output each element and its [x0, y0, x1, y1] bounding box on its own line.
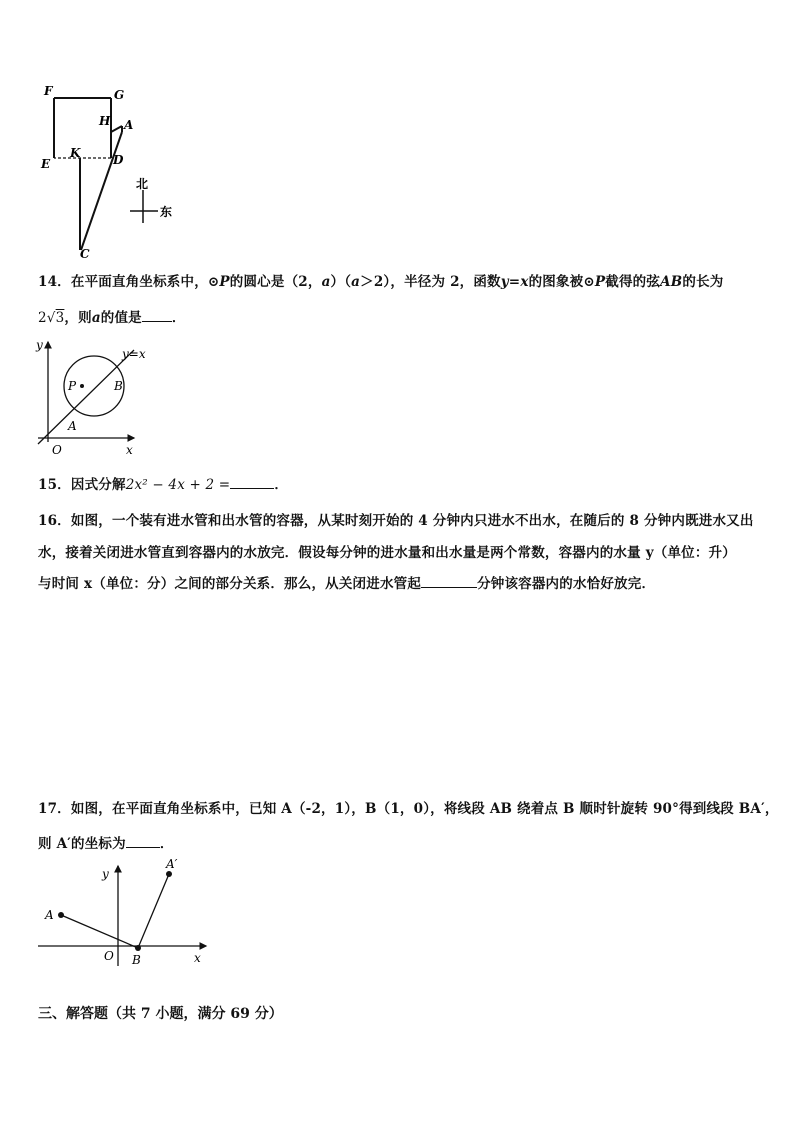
q17-line2: 则 A′的坐标为 ．	[38, 836, 174, 852]
q17-fig-aprime: A′	[166, 857, 178, 871]
sqrt-icon: √	[46, 310, 56, 326]
fig13-label-a: A	[124, 118, 134, 132]
q15-expression: 2x² − 4x + 2 =	[125, 477, 231, 493]
figure-q17	[36, 856, 216, 972]
figure-q14	[36, 338, 156, 458]
q14-fig-b: B	[114, 379, 123, 393]
q14-fig-p: P	[68, 379, 77, 393]
q14-line2: 2√3，则a的值是 ．	[38, 310, 186, 326]
q14-fig-line: y=x	[122, 347, 146, 361]
q14-line1: 14．在平面直角坐标系中，⊙P的圆心是（2，a）（a＞2），半径为 2，函数y=x的图象被⊙P截得的弦AB的长为	[38, 274, 724, 290]
q17-fig-a: A	[45, 908, 54, 922]
q14-fig-a: A	[68, 419, 77, 433]
q16-line1: 16．如图，一个装有进水管和出水管的容器，从某时刻开始的 4 分钟内只进水不出水，在随后的 8 分钟内既进水又出	[38, 513, 754, 529]
fig13-label-e: E	[41, 157, 51, 171]
q17-fig-b: B	[132, 953, 141, 967]
q16-line2: 水，接着关闭进水管直到容器内的水放完．假设每分钟的进水量和出水量是两个常数，容器内的水量 y（单位：升）	[38, 545, 736, 561]
section-heading: 三、解答题（共 7 小题，满分 69 分）	[38, 1006, 283, 1022]
q16-number: 16．	[38, 513, 71, 529]
q14-fig-o: O	[52, 443, 62, 457]
fig13-label-h: H	[99, 114, 111, 128]
fig13-label-g: G	[114, 88, 125, 102]
q15-number: 15．	[38, 477, 71, 493]
q16-answer-blank[interactable]	[421, 575, 477, 588]
fig13-label-f: F	[44, 84, 53, 98]
q17-fig-x: x	[194, 951, 201, 965]
compass-icon	[130, 190, 158, 223]
fig13-label-c: C	[80, 247, 90, 261]
q15-line: 15．因式分解2x² − 4x + 2 = ．	[38, 477, 289, 493]
q15-answer-blank[interactable]	[230, 476, 274, 489]
fig13-label-d: D	[113, 153, 124, 167]
compass-north: 北	[136, 177, 149, 191]
q17-line1: 17．如图，在平面直角坐标系中，已知 A（-2，1），B（1，0），将线段 AB 绕着点 B 顺时针旋转 90°得到线段 BA′，	[38, 801, 779, 817]
q14-fig-y: y	[36, 338, 43, 352]
fig13-label-k: K	[70, 146, 81, 160]
q17-fig-o: O	[104, 949, 114, 963]
q14-fig-x: x	[126, 443, 133, 457]
q14-number: 14．	[38, 274, 71, 290]
q14-answer-blank[interactable]	[142, 309, 172, 322]
q17-number: 17．	[38, 801, 71, 817]
q17-fig-y: y	[102, 867, 109, 881]
figure-q13	[36, 80, 196, 260]
q17-answer-blank[interactable]	[126, 835, 160, 848]
q16-line3: 与时间 x（单位：分）之间的部分关系．那么，从关闭进水管起 分钟该容器内的水恰好放完．	[38, 576, 656, 592]
compass-east: 东	[160, 205, 173, 219]
